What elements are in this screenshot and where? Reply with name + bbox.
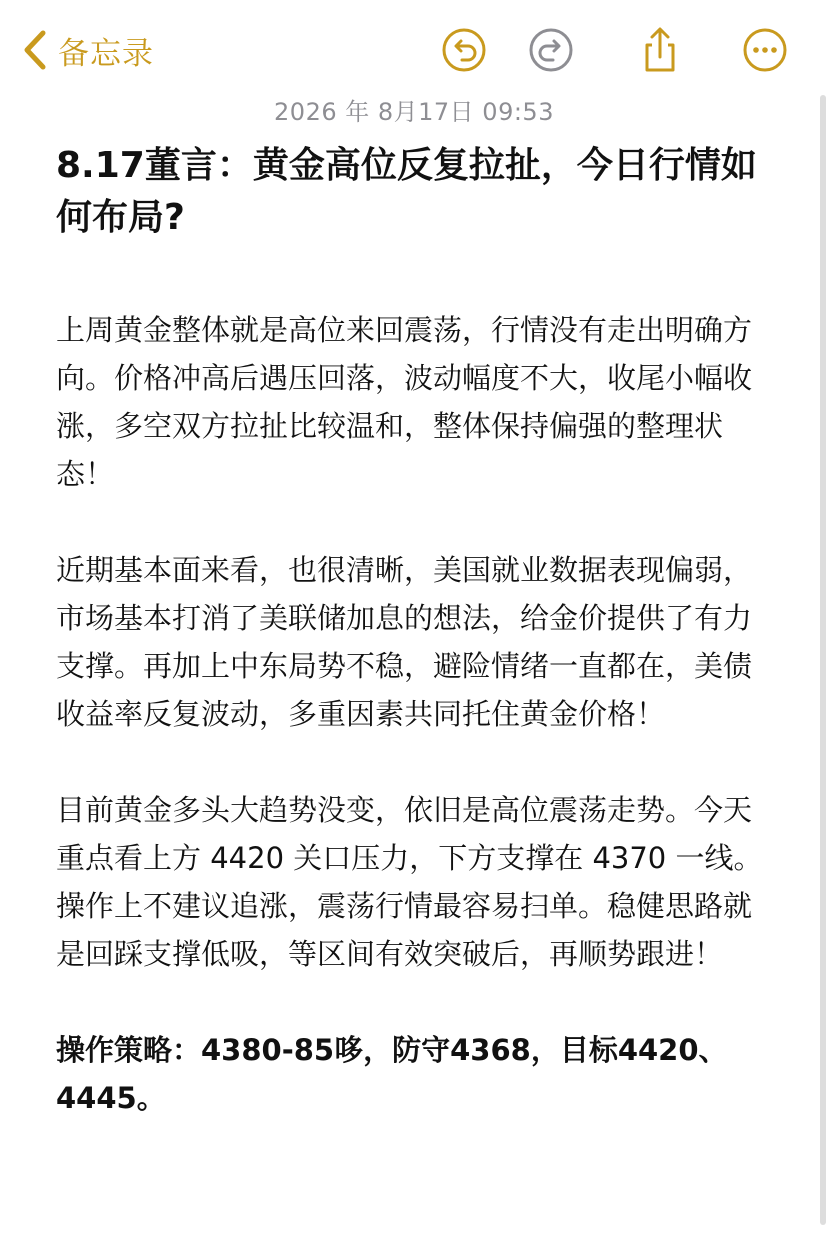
undo-icon [440,26,488,74]
redo-button[interactable] [527,26,575,74]
top-toolbar [0,0,828,96]
back-button-label: 备忘录 [58,35,154,72]
note-paragraph: 目前黄金多头大趋势没变，依旧是高位震荡走势。今天重点看上方 4420 关口压力，下方支撑在 4370 一线。操作上不建议追涨，震荡行情最容易扫单。稳健思路就是回踩支撑低吸，等区间有效突破后，再顺势跟进！ [56,793,763,971]
undo-button[interactable] [440,26,488,74]
strategy-paragraph: 操作策略：4380-85哆，防守4368，目标4420、4445。 [56,1033,728,1115]
redo-icon [527,26,575,74]
note-paragraph: 近期基本面来看，也很清晰，美国就业数据表现偏弱，市场基本打消了美联储加息的想法，给金价提供了有力支撑。再加上中东局势不稳，避险情绪一直都在，美债收益率反复波动，多重因素共同托住黄金价格！ [56,553,753,731]
note-title[interactable]: 8.17董言：黄金高位反复拉扯，今日行情如何布局? [56,145,757,238]
more-button[interactable] [741,26,789,74]
chevron-left-icon [22,30,48,70]
scrollbar[interactable] [820,95,826,1225]
note-body[interactable] [56,306,776,1170]
more-icon [741,26,789,74]
share-button[interactable] [636,26,684,74]
back-button[interactable] [22,26,154,74]
note-timestamp: 2026 年 8月17日 09:53 [274,98,554,126]
note-paragraph: 上周黄金整体就是高位来回震荡，行情没有走出明确方向。价格冲高后遇压回落，波动幅度不大，收尾小幅收涨，多空双方拉扯比较温和，整体保持偏强的整理状态！ [56,313,753,491]
share-icon [636,26,684,74]
